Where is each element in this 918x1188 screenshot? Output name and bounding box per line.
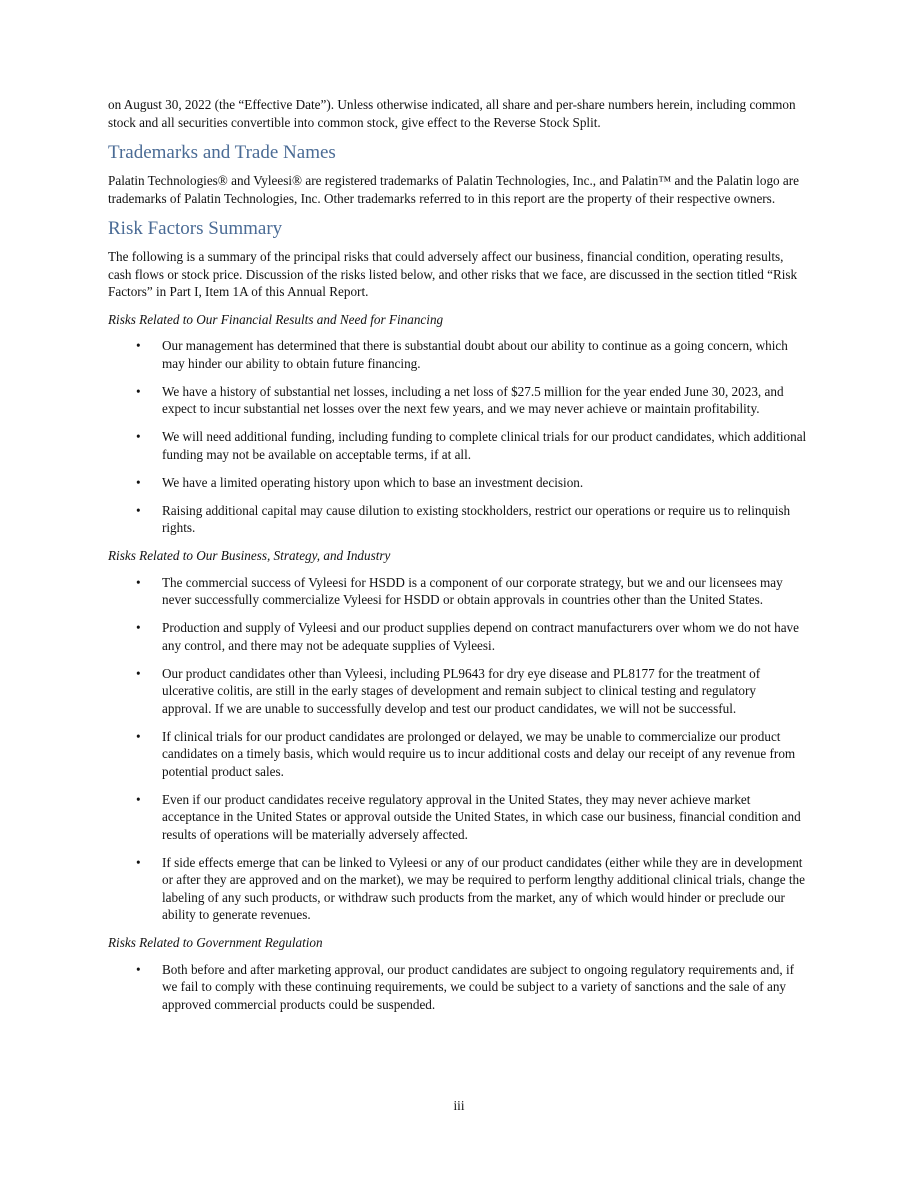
trademarks-paragraph: Palatin Technologies® and Vyleesi® are registered trademarks of Palatin Technologies, Inc., and Palatin™ and the Palatin logo are trademarks of Palatin Technologies, Inc. Other trademarks referred to in this report are the property of their respective owners. (108, 173, 800, 206)
risk-factors-paragraph: The following is a summary of the principal risks that could adversely affect our business, financial condition, operating results, cash flows or stock price. Discussion of the risks listed below, and other risks that we face, are discussed in the section titled “Risk Factors” in Part I, Item 1A of this Annual Report. (108, 249, 798, 299)
bullet-icon: • (136, 429, 141, 444)
risk-list-financing (108, 337, 808, 537)
list-item: • Production and supply of Vyleesi and our product supplies depend on contract manufacturers over whom we do not have any control, and there may not be adequate supplies of Vyleesi. (136, 620, 799, 653)
list-item: • Even if our product candidates receive regulatory approval in the United States, they may never achieve market acceptance in the United States or approval outside the United States, in which case our business, financial condition and results of operations will be materially adversely affected. (136, 791, 801, 842)
bullet-icon: • (136, 791, 141, 807)
section-title-business: Risks Related to Our Business, Strategy, and Industry (108, 548, 391, 563)
trademarks-heading: Trademarks and Trade Names (108, 142, 336, 163)
list-item: • Our product candidates other than Vyleesi, including PL9643 for dry eye disease and PL8177 for the treatment of ulcerative colitis, are still in the early stages of development and remain subject to clinical testing and regulatory approval. If we are unable to successfully develop and test our product candidates, we will not be successful. (136, 665, 761, 716)
page-number: iii (453, 1098, 465, 1113)
bullet-icon: • (136, 728, 141, 744)
risk-list-business (108, 574, 808, 924)
list-item: • If side effects emerge that can be linked to Vyleesi or any of our product candidates (either while they are in development or after they are approved and on the market), we may be required to perform lengthy additional clinical trials, change the labeling of any such products, or withdraw such products from the market, any of which would hinder or preclude our ability to generate revenues. (136, 854, 806, 922)
list-item: • Raising additional capital may cause dilution to existing stockholders, restrict our operations or require us to relinquish rights. (136, 502, 791, 535)
list-item: • The commercial success of Vyleesi for HSDD is a component of our corporate strategy, but we and our licensees may never successfully commercialize Vyleesi for HSDD or obtain approvals in countries other than the United States. (136, 574, 783, 607)
intro-paragraph: on August 30, 2022 (the “Effective Date”). Unless otherwise indicated, all share and per-share numbers herein, including common stock and all securities convertible into common stock, give effect to the Reverse Stock Split. (108, 97, 796, 130)
bullet-icon: • (136, 665, 141, 681)
bullet-icon: • (136, 474, 141, 490)
section-title-financing: Risks Related to Our Financial Results and Need for Financing (108, 311, 444, 327)
list-item: • We have a history of substantial net losses, including a net loss of $27.5 million for the year ended June 30, 2023, and expect to incur substantial net losses over the next few years, and we may never achieve or maintain profitability. (136, 383, 784, 416)
risk-factors-heading: Risk Factors Summary (108, 218, 283, 239)
list-item: • If clinical trials for our product candidates are prolonged or delayed, we may be unable to commercialize our product candidates on a timely basis, which would require us to incur additional costs and delay our receipt of any revenue from potential product sales. (136, 728, 796, 779)
bullet-icon: • (136, 502, 141, 518)
risk-list-regulation (108, 961, 808, 1014)
list-item: • We will need additional funding, including funding to complete clinical trials for our product candidates, which additional funding may not be available on acceptable terms, if at all. (136, 429, 807, 462)
list-item: • We have a limited operating history upon which to base an investment decision. (136, 474, 584, 490)
document-page (108, 96, 808, 1024)
bullet-icon: • (136, 574, 141, 590)
bullet-icon: • (136, 338, 141, 353)
bullet-icon: • (136, 961, 141, 977)
list-item: • Both before and after marketing approval, our product candidates are subject to ongoing regulatory requirements and, if we fail to comply with these continuing requirements, we could be subject to a variety of sanctions and the sale of any approved commercial products could be suspended. (136, 961, 795, 1012)
list-item: • Our management has determined that there is substantial doubt about our ability to continue as a going concern, which may hinder our ability to obtain future financing. (136, 338, 788, 371)
bullet-icon: • (136, 383, 141, 399)
section-title-regulation: Risks Related to Government Regulation (108, 935, 323, 950)
bullet-icon: • (136, 854, 141, 870)
bullet-icon: • (136, 620, 141, 635)
